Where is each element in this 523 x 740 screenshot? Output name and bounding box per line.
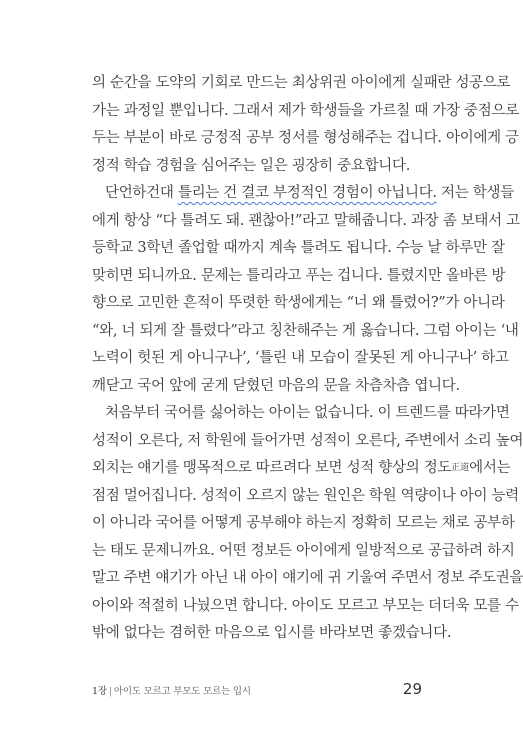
text-line: 아이와 적절히 나눴으면 합니다. 아이도 모르고 부모는 더더욱 모를 수 [92,597,519,614]
text-line: 두는 부분이 바로 긍정적 공부 정서를 형성해주는 겁니다. 아이에게 긍 [92,130,519,146]
text-span: 저는 학생들 [436,185,514,201]
text-line: 노력이 헛된 게 아니구나’, ‘틀린 내 모습이 잘못된 게 아니구나’ 하고 [92,350,509,366]
text-line: 말고 주변 얘기가 아닌 내 아이 얘기에 귀 기울여 주면서 정보 주도권을 [92,570,523,586]
text-line: 의 순간을 도약의 기회로 만드는 최상위권 아이에게 실패란 성공으로 [92,75,511,91]
chapter-title: 아이도 모르고 부모도 모르는 입시 [113,686,251,697]
text-span: 에서는 [469,460,511,476]
text-line: 정적 학습 경험을 심어주는 일은 굉장히 중요합니다. [92,157,411,174]
text-line: 에게 항상 “다 틀려도 돼. 괜찮아!”라고 말해줍니다. 과장 좀 보태서 고 [92,212,520,229]
text-line: 이 아니라 국어를 어떻게 공부해야 하는지 정확히 모르는 채로 공부하 [92,515,515,531]
text-span: 외치는 얘기를 맹목적으로 따르려다 보면 성적 향상의 정도 [92,460,452,476]
text-line: 점점 멀어집니다. 성적이 오르지 않는 원인은 학원 역량이나 아이 능력 [92,487,519,504]
text-line: “와, 너 되게 잘 틀렸다”라고 칭찬해주는 게 옳습니다. 그럼 아이는 ‘내 [92,322,519,339]
text-line: 처음부터 국어를 싫어하는 아이는 없습니다. 이 트렌드를 따라가면 [105,405,510,421]
text-line: 성적이 오른다, 저 학원에 들어가면 성적이 오른다, 주변에서 소리 높여 [92,432,523,449]
page-footer [92,680,422,700]
text-line-with-hanja [92,455,511,483]
footer-separator: | [108,686,112,697]
chapter-label: 1장 [92,686,107,697]
page-number: 29 [402,680,422,698]
text-line-highlighted [92,180,514,208]
text-line: 등학교 3학년 졸업할 때까지 계속 틀려도 됩니다. 수능 날 하루만 잘 [92,240,505,256]
running-footer [92,683,251,697]
body-text [92,70,523,648]
underlined-phrase: 틀리는 건 결코 부정적인 경험이 아닙니다. [177,185,437,201]
text-line: 맞히면 되니까요. 문제는 틀리라고 푸는 겁니다. 틀렸지만 올바른 방 [92,267,506,284]
text-line: 가는 과정일 뿐입니다. 그래서 제가 학생들을 가르칠 때 가장 중점으로 [92,102,519,119]
text-span: 단언하건대 [105,185,178,201]
text-line: 는 태도 문제니까요. 어떤 정보든 아이에게 일방적으로 공급하려 하지 [92,542,515,559]
text-line: 향으로 고민한 흔적이 뚜렷한 학생에게는 “너 왜 틀렸어?”가 아니라 [92,295,505,311]
text-line: 깨닫고 국어 앞에 굳게 닫혔던 마음의 문을 차츰차츰 엽니다. [92,377,460,394]
text-line: 밖에 없다는 겸허한 마음으로 입시를 바라보면 좋겠습니다. [92,625,452,641]
hanja-annotation: 正道 [451,463,470,473]
